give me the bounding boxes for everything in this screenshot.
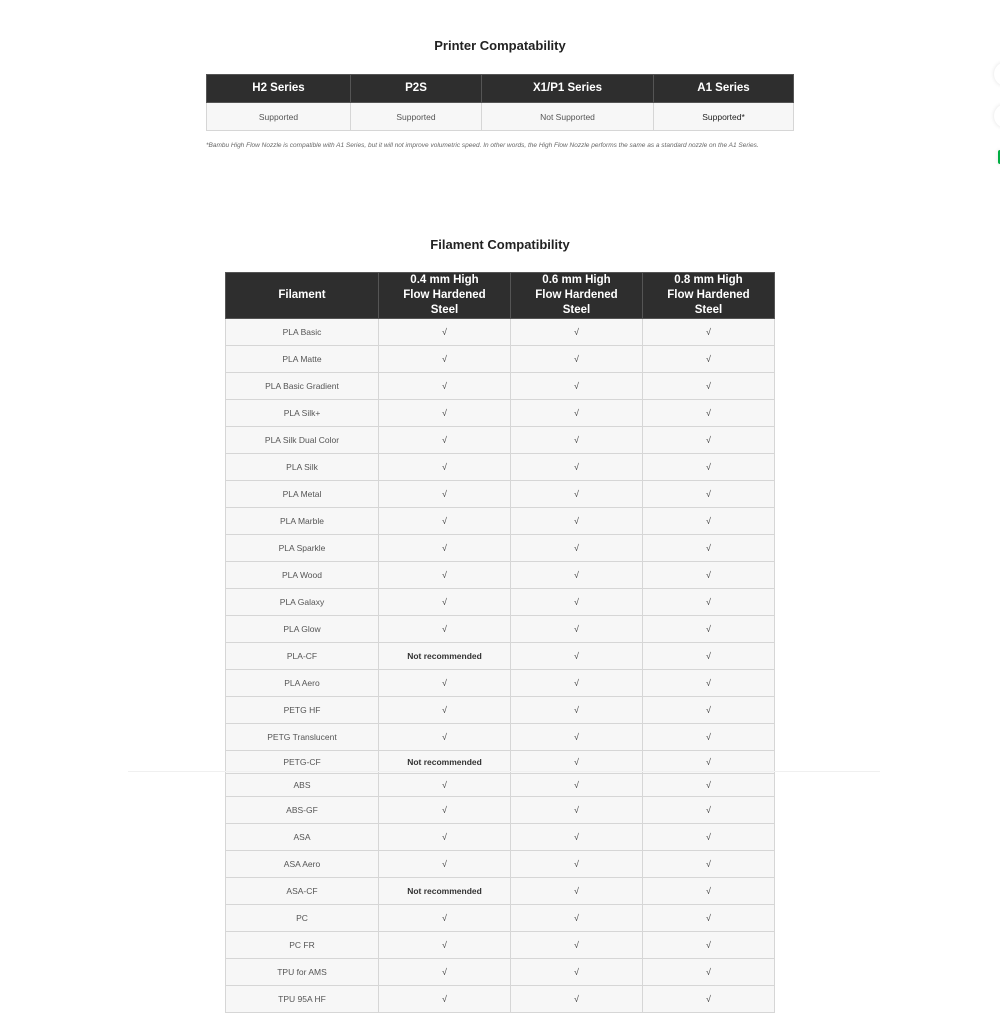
filament-name: PLA Basic	[226, 319, 379, 346]
table-row	[226, 319, 775, 346]
table-row	[226, 616, 775, 643]
filament-name: PLA Basic Gradient	[226, 373, 379, 400]
table-row	[226, 454, 775, 481]
divider-line	[128, 771, 880, 772]
filament-name: PLA Marble	[226, 508, 379, 535]
compatibility-cell: √	[379, 851, 511, 878]
header-p2s: P2S	[351, 75, 482, 103]
filament-name: PLA Glow	[226, 616, 379, 643]
compatibility-cell: √	[511, 670, 643, 697]
compatibility-cell: √	[379, 724, 511, 751]
table-header-row	[226, 273, 775, 319]
compatibility-cell: √	[643, 670, 775, 697]
table-row	[226, 824, 775, 851]
compatibility-cell: √	[643, 508, 775, 535]
filament-name: PC FR	[226, 932, 379, 959]
compatibility-cell: √	[643, 562, 775, 589]
cell-h2-support: Supported	[207, 103, 351, 131]
compatibility-cell: √	[511, 697, 643, 724]
table-row	[226, 905, 775, 932]
table-row	[226, 508, 775, 535]
filament-name: PLA Wood	[226, 562, 379, 589]
compatibility-cell: √	[379, 535, 511, 562]
compatibility-cell: Not recommended	[379, 751, 511, 774]
printer-compatibility-title: Printer Compatability	[434, 38, 566, 53]
header-04mm: 0.4 mm High Flow Hardened Steel	[379, 273, 511, 319]
compatibility-cell: Not recommended	[379, 878, 511, 905]
compatibility-cell: √	[643, 535, 775, 562]
table-row	[226, 427, 775, 454]
compatibility-cell: √	[511, 643, 643, 670]
filament-name: PLA Silk	[226, 454, 379, 481]
compatibility-cell: √	[511, 508, 643, 535]
cell-a1-support: Supported*	[654, 103, 794, 131]
compatibility-cell: √	[511, 751, 643, 774]
compatibility-cell: √	[643, 697, 775, 724]
compatibility-cell: √	[511, 616, 643, 643]
filament-compatibility-table	[225, 272, 775, 1013]
compatibility-cell: √	[379, 797, 511, 824]
compatibility-cell: √	[511, 454, 643, 481]
compatibility-cell: √	[511, 959, 643, 986]
compatibility-cell: √	[511, 319, 643, 346]
table-row	[226, 797, 775, 824]
compatibility-cell: √	[643, 373, 775, 400]
compatibility-cell: √	[643, 481, 775, 508]
compatibility-cell: √	[511, 932, 643, 959]
compatibility-cell: √	[379, 986, 511, 1013]
compatibility-cell: √	[379, 346, 511, 373]
compatibility-cell: √	[643, 427, 775, 454]
compatibility-cell: √	[379, 959, 511, 986]
compatibility-cell: √	[511, 774, 643, 797]
header-08mm: 0.8 mm High Flow Hardened Steel	[643, 273, 775, 319]
filament-name: PETG-CF	[226, 751, 379, 774]
table-row	[226, 774, 775, 797]
compatibility-cell: √	[511, 986, 643, 1013]
compatibility-cell: √	[379, 319, 511, 346]
compatibility-cell: √	[379, 508, 511, 535]
compatibility-cell: √	[511, 400, 643, 427]
compatibility-cell: √	[643, 724, 775, 751]
filament-name: TPU 95A HF	[226, 986, 379, 1013]
filament-name: PETG HF	[226, 697, 379, 724]
filament-name: PLA Silk+	[226, 400, 379, 427]
filament-name: PLA Silk Dual Color	[226, 427, 379, 454]
compatibility-cell: √	[643, 851, 775, 878]
filament-name: ASA-CF	[226, 878, 379, 905]
compatibility-cell: √	[643, 751, 775, 774]
compatibility-cell: √	[511, 824, 643, 851]
compatibility-cell: √	[511, 562, 643, 589]
table-row	[226, 643, 775, 670]
compatibility-cell: √	[511, 797, 643, 824]
compatibility-cell: √	[643, 589, 775, 616]
compatibility-cell: √	[379, 670, 511, 697]
table-row	[226, 400, 775, 427]
header-h2-series: H2 Series	[207, 75, 351, 103]
compatibility-cell: Not recommended	[379, 643, 511, 670]
filament-name: PLA-CF	[226, 643, 379, 670]
compatibility-cell: √	[379, 616, 511, 643]
table-row	[226, 670, 775, 697]
filament-name: PLA Metal	[226, 481, 379, 508]
compatibility-cell: √	[511, 481, 643, 508]
compatibility-cell: √	[379, 373, 511, 400]
table-row	[226, 589, 775, 616]
table-row	[226, 562, 775, 589]
table-row	[226, 481, 775, 508]
table-row	[226, 851, 775, 878]
compatibility-cell: √	[379, 400, 511, 427]
table-row	[226, 959, 775, 986]
compatibility-cell: √	[643, 905, 775, 932]
compatibility-cell: √	[511, 851, 643, 878]
header-filament: Filament	[226, 273, 379, 319]
floating-button[interactable]	[994, 104, 1000, 128]
compatibility-cell: √	[379, 774, 511, 797]
compatibility-cell: √	[379, 589, 511, 616]
compatibility-cell: √	[643, 346, 775, 373]
compatibility-cell: √	[643, 616, 775, 643]
compatibility-cell: √	[643, 986, 775, 1013]
table-row	[226, 535, 775, 562]
table-row	[226, 373, 775, 400]
compatibility-cell: √	[643, 959, 775, 986]
header-06mm: 0.6 mm High Flow Hardened Steel	[511, 273, 643, 319]
table-row	[226, 724, 775, 751]
cell-p2s-support: Supported	[351, 103, 482, 131]
compatibility-cell: √	[379, 824, 511, 851]
filament-name: PLA Aero	[226, 670, 379, 697]
compatibility-cell: √	[379, 562, 511, 589]
filament-name: PETG Translucent	[226, 724, 379, 751]
compatibility-cell: √	[511, 535, 643, 562]
header-a1-series: A1 Series	[654, 75, 794, 103]
compatibility-cell: √	[643, 878, 775, 905]
filament-name: ABS-GF	[226, 797, 379, 824]
compatibility-cell: √	[379, 427, 511, 454]
table-header-row	[207, 75, 794, 103]
filament-name: PC	[226, 905, 379, 932]
compatibility-cell: √	[379, 481, 511, 508]
compatibility-cell: √	[511, 427, 643, 454]
compatibility-cell: √	[511, 373, 643, 400]
filament-name: ABS	[226, 774, 379, 797]
compatibility-cell: √	[511, 724, 643, 751]
printer-compatibility-table	[206, 74, 794, 131]
compatibility-cell: √	[643, 643, 775, 670]
compatibility-cell: √	[511, 905, 643, 932]
compatibility-cell: √	[379, 905, 511, 932]
table-row	[226, 346, 775, 373]
compatibility-cell: √	[643, 400, 775, 427]
compatibility-cell: √	[379, 932, 511, 959]
compatibility-cell: √	[643, 932, 775, 959]
compatibility-cell: √	[643, 454, 775, 481]
table-row	[207, 103, 794, 131]
compatibility-cell: √	[643, 774, 775, 797]
floating-button[interactable]	[994, 62, 1000, 86]
table-row	[226, 932, 775, 959]
filament-compatibility-title: Filament Compatibility	[430, 237, 570, 252]
compatibility-cell: √	[511, 878, 643, 905]
table-row	[226, 878, 775, 905]
filament-name: TPU for AMS	[226, 959, 379, 986]
filament-name: PLA Sparkle	[226, 535, 379, 562]
filament-name: PLA Galaxy	[226, 589, 379, 616]
compatibility-cell: √	[643, 319, 775, 346]
compatibility-footnote: *Bambu High Flow Nozzle is compatible with A1 Series, but it will not improve volumetric speed. In other words, the High Flow Nozzle performs the same as a standard nozzle on the A1 Series.	[206, 142, 759, 149]
header-x1-p1-series: X1/P1 Series	[482, 75, 654, 103]
compatibility-cell: √	[379, 454, 511, 481]
filament-name: ASA	[226, 824, 379, 851]
compatibility-cell: √	[643, 797, 775, 824]
compatibility-cell: √	[511, 589, 643, 616]
compatibility-cell: √	[643, 824, 775, 851]
compatibility-cell: √	[511, 346, 643, 373]
compatibility-cell: √	[379, 697, 511, 724]
table-row	[226, 986, 775, 1013]
table-row	[226, 697, 775, 724]
cell-x1-p1-support: Not Supported	[482, 103, 654, 131]
filament-name: PLA Matte	[226, 346, 379, 373]
filament-name: ASA Aero	[226, 851, 379, 878]
